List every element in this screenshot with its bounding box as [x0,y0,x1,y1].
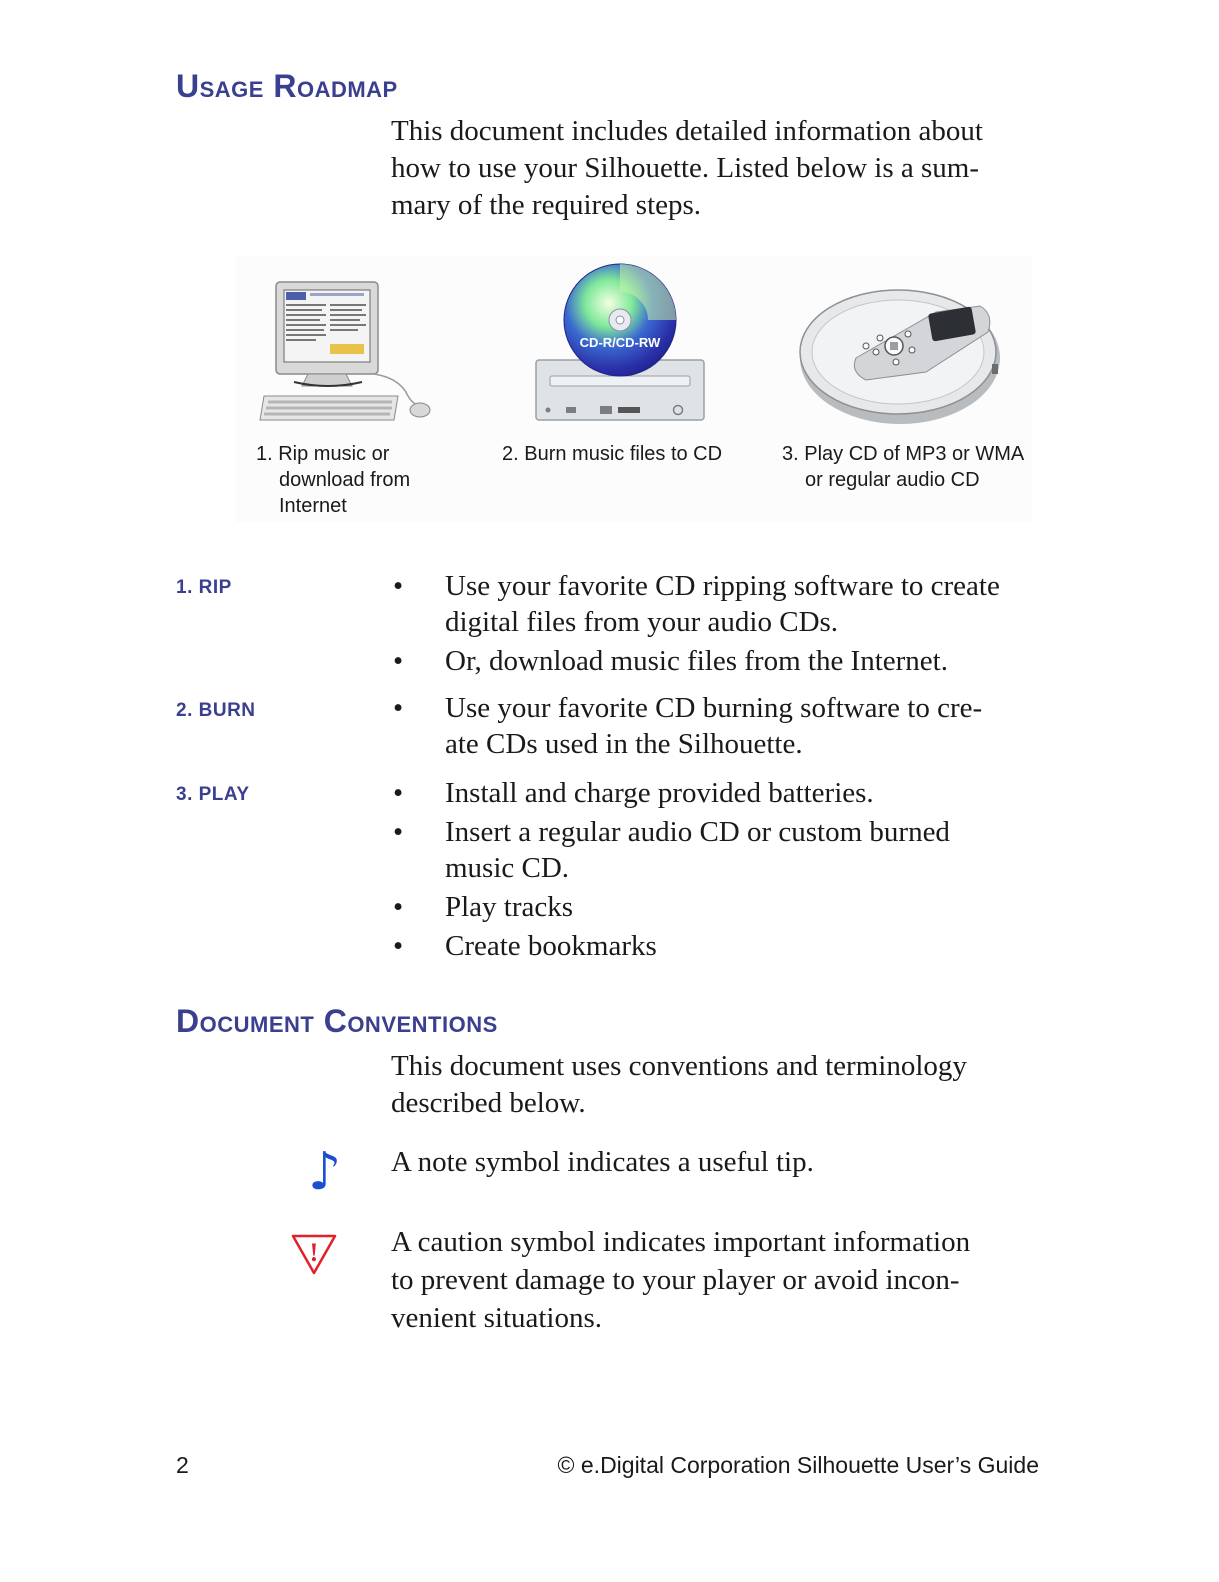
list-item [391,643,1041,679]
bullet-line: Use your favorite CD burning software to cre- [445,692,983,724]
bullet-line: Create bookmarks [445,930,657,962]
list-item [391,568,1041,640]
bullet-line: Use your favorite CD ripping software to create [445,570,1000,602]
list-item [391,690,1041,762]
roadmap-figure [236,256,1032,522]
step-label-burn: 2. BURN [176,700,256,721]
bullet-line: digital files from your audio CDs. [445,606,839,638]
bullet-icon: • [393,645,404,677]
caution-line: venient situations. [391,1302,603,1334]
caution-glyph: ! [309,1238,319,1267]
caption-line: or regular audio CD [805,469,980,491]
bullet-line: Play tracks [445,891,574,923]
burn-bullet-list [391,690,1041,765]
bullet-icon: • [393,777,404,809]
bullet-line: music CD. [445,852,570,884]
play-bullet-list [391,775,1041,967]
caption-line: 2. Burn music files to CD [502,443,723,465]
caution-line: A caution symbol indicates important information [391,1226,971,1258]
usage-roadmap-heading: Usage Roadmap [176,68,398,104]
disc-label: CD-R/CD-RW [579,335,661,350]
list-item [391,775,1041,811]
caption-line: 3. Play CD of MP3 or WMA [782,443,1025,465]
step-label-rip: 1. RIP [176,577,232,598]
bullet-line: Insert a regular audio CD or custom burned [445,816,950,848]
page-number: 2 [176,1452,189,1478]
computer-illustration [258,278,438,426]
list-item [391,889,1041,925]
bullet-line: Or, download music files from the Internet. [445,645,948,677]
intro-line: This document includes detailed information about [391,115,983,147]
bullet-icon: • [393,570,404,602]
caption-line: download from [279,469,411,491]
conventions-intro [391,1048,1041,1122]
bullet-icon: • [393,816,404,848]
step-label-play: 3. PLAY [176,784,250,805]
list-item [391,928,1041,964]
cd-burner-illustration [530,260,710,428]
bullet-icon: • [393,891,404,923]
bullet-line: Install and charge provided batteries. [445,777,874,809]
note-icon: ♪ [308,1142,342,1202]
intro-line: how to use your Silhouette. Listed below is a sum- [391,152,979,184]
figure-caption-play [782,441,1024,493]
intro-line: described below. [391,1087,586,1119]
bullet-line: ate CDs used in the Silhouette. [445,728,803,760]
list-item [391,814,1041,886]
intro-line: mary of the required steps. [391,189,702,221]
caption-line: Internet [279,495,347,517]
caution-icon [290,1233,338,1277]
rip-bullet-list [391,568,1041,682]
intro-line: This document uses conventions and terminology [391,1050,967,1082]
figure-caption-burn [502,441,722,467]
usage-roadmap-intro [391,113,1041,224]
note-description: A note symbol indicates a useful tip. [391,1146,814,1178]
bullet-icon: • [393,930,404,962]
figure-caption-rip [256,441,410,519]
footer-credit: © e.Digital Corporation Silhouette User’s Guide [557,1452,1039,1478]
caution-line: to prevent damage to your player or avoid incon- [391,1264,960,1296]
caution-description [391,1223,1041,1337]
document-conventions-heading: Document Conventions [176,1003,498,1039]
cd-player-illustration [796,280,1016,430]
bullet-icon: • [393,692,404,724]
caption-line: 1. Rip music or [256,443,390,465]
